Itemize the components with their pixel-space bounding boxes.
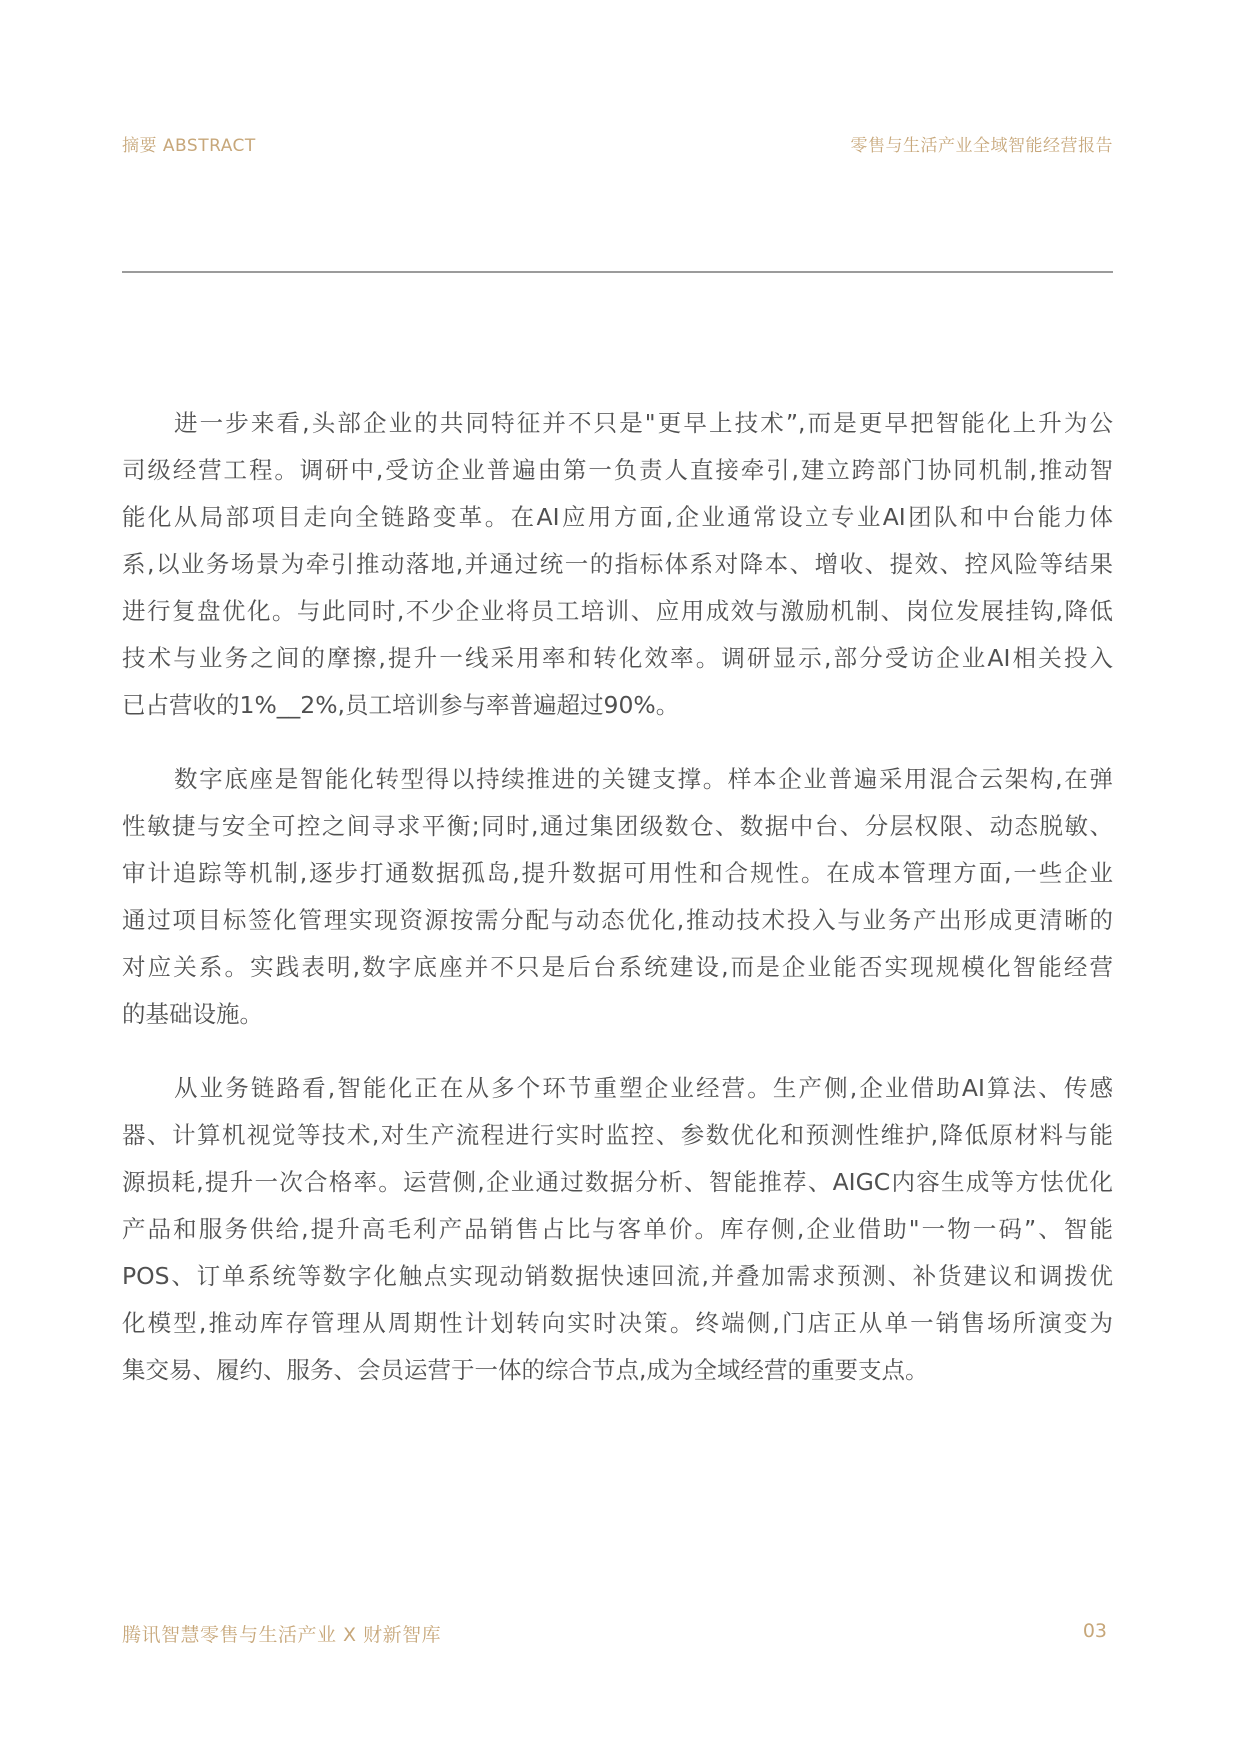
text-line: 的基础设施。 [122,1000,263,1028]
text-line: 化模型,推动库存管理从周期性计划转向实时决策。终端侧,门店正从单一销售场所演变为 [122,1309,1113,1337]
paragraph-leadership [122,400,1113,729]
text-line: 通过项目标签化管理实现资源按需分配与动态优化,推动技术投入与业务产出形成更清晰的 [122,906,1113,934]
header-divider [122,271,1113,273]
text-line: 源损耗,提升一次合格率。运营侧,企业通过数据分析、智能推荐、AIGC内容生成等方怯优化 [122,1168,1113,1196]
abstract-body [122,400,1113,1421]
text-line: 技术与业务之间的摩擦,提升一线采用率和转化效率。调研显示,部分受访企业AI相关投入 [122,644,1113,672]
text-line: 进行复盘优化。与此同时,不少企业将员工培训、应用成效与激励机制、岗位发展挂钩,降低 [122,597,1113,625]
section-label: 摘要 ABSTRACT [122,136,256,156]
publisher-credit: 腾讯智慧零售与生活产业 X 财新智库 [122,1624,442,1646]
paragraph-business-chain [122,1065,1113,1394]
report-title: 零售与生活产业全域智能经营报告 [850,136,1113,156]
text-line: 司级经营工程。调研中,受访企业普遍由第一负责人直接牵引,建立跨部门协同机制,推动智 [122,456,1113,484]
text-line: 系,以业务场景为牵引推动落地,并通过统一的指标体系对降本、增收、提效、控风险等结果 [122,550,1113,578]
text-line: 数字底座是智能化转型得以持续推进的关键支撑。样本企业普遍采用混合云架构,在弹 [174,765,1113,793]
text-line: 集交易、履约、服务、会员运营于一体的综合节点,成为全域经营的重要支点。 [122,1356,929,1384]
text-line: 产品和服务供给,提升高毛利产品销售占比与客单价。库存侧,企业借助"一物一码”、智能 [122,1215,1113,1243]
paragraph-digital-foundation [122,756,1113,1038]
page-number: 03 [1082,1620,1107,1642]
text-line: POS、订单系统等数字化触点实现动销数据快速回流,并叠加需求预测、补货建议和调拨优 [122,1262,1113,1290]
text-line: 对应关系。实践表明,数字底座并不只是后台系统建设,而是企业能否实现规模化智能经营 [122,953,1113,981]
text-line: 从业务链路看,智能化正在从多个环节重塑企业经营。生产侧,企业借助AI算法、传感 [174,1074,1113,1102]
text-line: 能化从局部项目走向全链路变革。在AI应用方面,企业通常设立专业AI团队和中台能力体 [122,503,1113,531]
text-line: 已占营收的1%__2%,员工培训参与率普遍超过90%。 [122,691,680,719]
text-line: 审计追踪等机制,逐步打通数据孤岛,提升数据可用性和合规性。在成本管理方面,一些企业 [122,859,1113,887]
text-line: 进一步来看,头部企业的共同特征并不只是"更早上技术”,而是更早把智能化上升为公 [174,409,1113,437]
text-line: 性敏捷与安全可控之间寻求平衡;同时,通过集团级数仓、数据中台、分层权限、动态脱敏、 [122,812,1113,840]
text-line: 器、计算机视觉等技术,对生产流程进行实时监控、参数优化和预测性维护,降低原材料与能 [122,1121,1113,1149]
